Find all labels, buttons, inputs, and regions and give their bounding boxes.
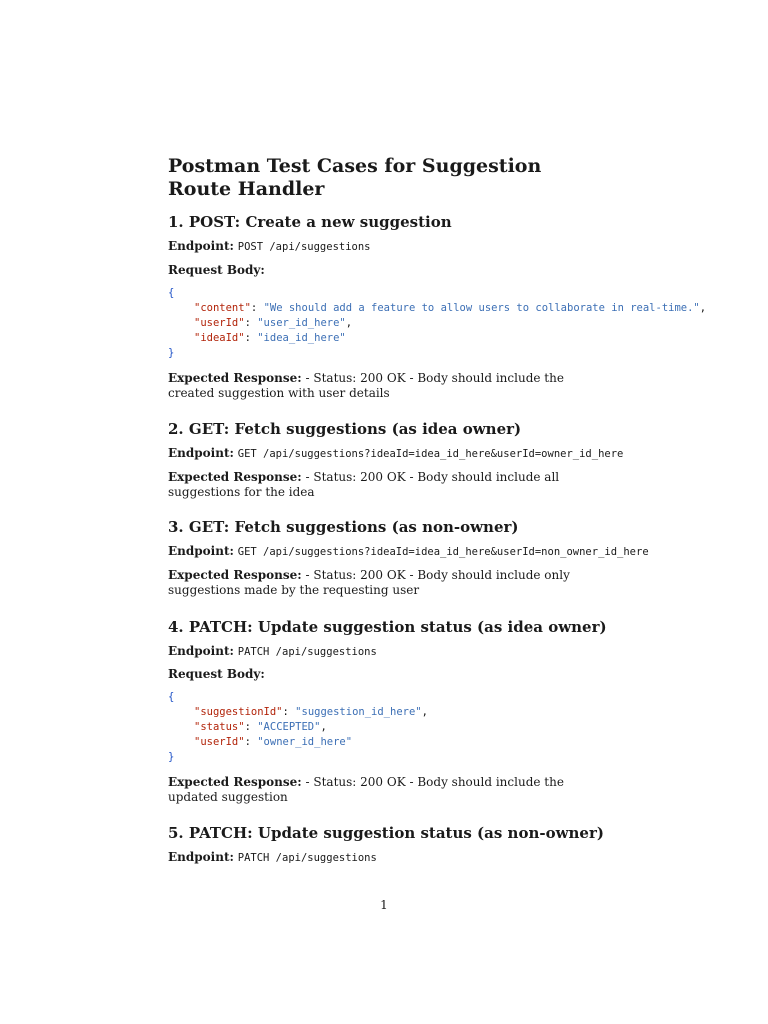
expected-response-label: Expected Response: [168,775,302,789]
expected-response-1 [168,371,608,401]
expected-response-text: - Status: 200 OK - Body should include the updated suggestion [168,775,564,804]
page-title: Postman Test Cases for Suggestion Route Handler [168,155,542,200]
code-key: "content" [194,302,251,314]
code-key: "ideaId" [194,332,245,344]
code-colon: : [244,736,258,748]
code-colon: : [244,317,258,329]
code-colon: : [244,721,258,733]
endpoint-label: Endpoint: [168,239,234,253]
endpoint-label: Endpoint: [168,644,234,658]
code-colon: : [282,706,296,718]
endpoint-line [168,239,371,255]
endpoint-value: PATCH /api/suggestions [237,646,377,658]
endpoint-label: Endpoint: [168,850,234,864]
expected-response-text: - Status: 200 OK - Body should include all suggestions for the idea [168,470,560,499]
code-value: "We should add a feature to allow users to collaborate in real-time." [263,302,700,314]
endpoint-line [168,446,623,462]
code-comma: , [421,706,428,718]
code-comma: , [345,317,353,329]
endpoint-line [168,544,649,560]
expected-response-label: Expected Response: [168,371,302,385]
code-colon: : [250,302,264,314]
endpoint-label: Endpoint: [168,544,234,558]
code-key: "userId" [194,736,245,748]
expected-response-3 [168,568,608,598]
code-value: "idea_id_here" [257,332,346,344]
code-value: "user_id_here" [257,317,346,329]
section-heading-patch-owner: 4. PATCH: Update suggestion status (as idea owner) [168,618,607,636]
code-key: "status" [194,721,245,733]
code-brace-open: { [168,287,175,299]
section-heading-get-owner: 2. GET: Fetch suggestions (as idea owner) [168,420,522,438]
endpoint-line [168,644,377,660]
code-value: "ACCEPTED" [257,721,321,733]
code-brace-close: } [168,751,175,763]
code-block-1 [168,286,706,361]
page-number: 1 [380,898,388,912]
code-block-2 [168,690,428,765]
code-brace-close: } [168,347,175,359]
request-body-label-line [168,667,265,682]
code-comma: , [320,721,327,733]
code-colon: : [244,332,258,344]
expected-response-4 [168,775,608,805]
endpoint-value: POST /api/suggestions [237,241,371,253]
section-heading-get-non-owner: 3. GET: Fetch suggestions (as non-owner) [168,518,519,536]
code-key: "suggestionId" [194,706,283,718]
section-heading-post-create: 1. POST: Create a new suggestion [168,213,452,231]
code-key: "userId" [194,317,245,329]
request-body-label: Request Body: [168,263,265,277]
expected-response-text: - Status: 200 OK - Body should include only suggestions made by the requesting user [168,568,570,597]
endpoint-value: PATCH /api/suggestions [237,852,377,864]
code-value: "owner_id_here" [257,736,353,748]
code-brace-open: { [168,691,175,703]
expected-response-label: Expected Response: [168,568,302,582]
expected-response-2 [168,470,608,500]
section-heading-patch-non-owner: 5. PATCH: Update suggestion status (as non-owner) [168,824,604,842]
request-body-label: Request Body: [168,667,265,681]
endpoint-value: GET /api/suggestions?ideaId=idea_id_here&userId=owner_id_here [237,448,624,460]
request-body-label-line [168,263,265,278]
expected-response-label: Expected Response: [168,470,302,484]
code-comma: , [699,302,707,314]
endpoint-line [168,850,377,866]
expected-response-text: - Status: 200 OK - Body should include the created suggestion with user details [168,371,564,400]
code-value: "suggestion_id_here" [295,706,422,718]
endpoint-label: Endpoint: [168,446,234,460]
endpoint-value: GET /api/suggestions?ideaId=idea_id_here&userId=non_owner_id_here [237,546,649,558]
